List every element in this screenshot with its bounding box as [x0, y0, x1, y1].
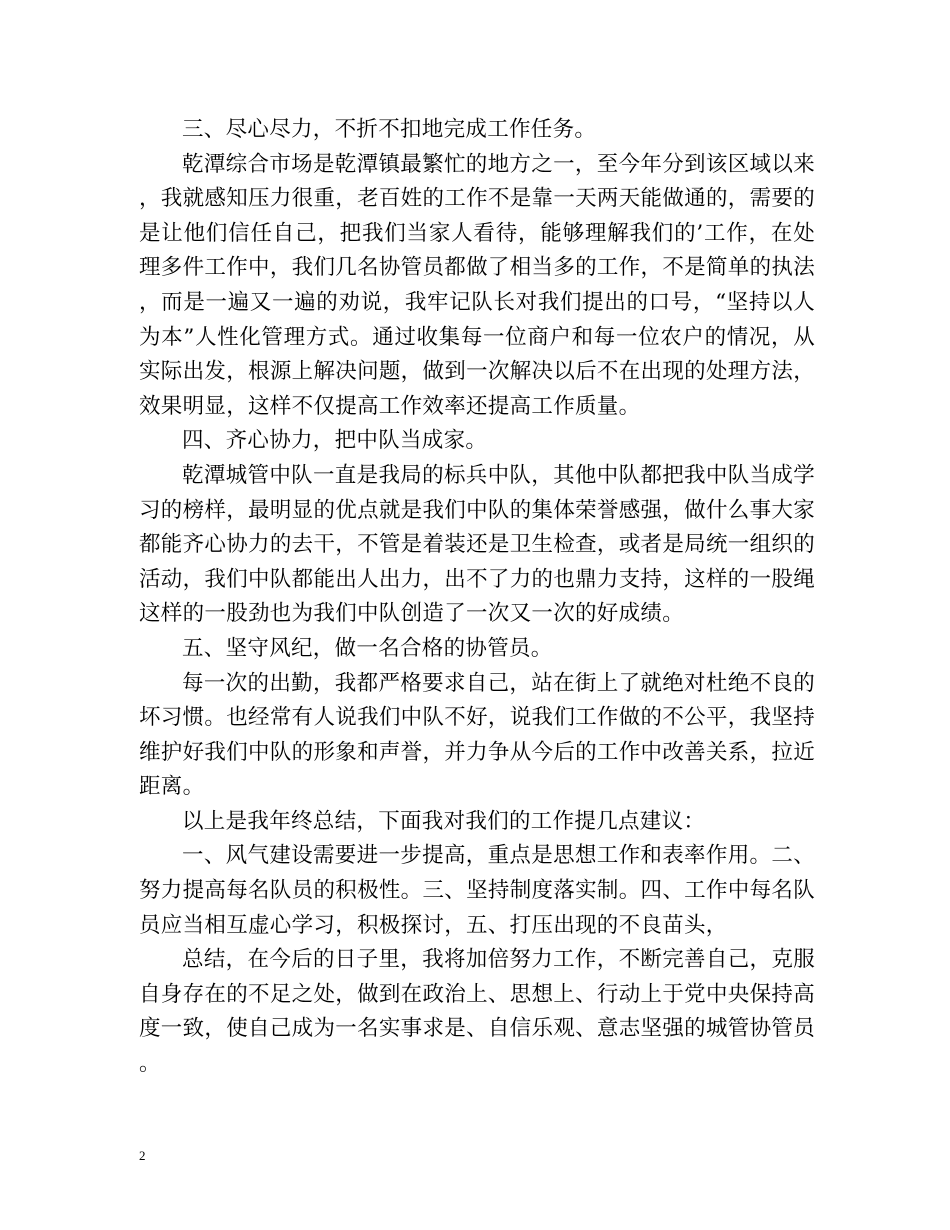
body-paragraph: 乾潭城管中队一直是我局的标兵中队，其他中队都把我中队当成学习的榜样，最明显的优点就是我们中队的集体荣誉感强，做什么事大家都能齐心协力的去干，不管是着装还是卫生检查，或者是局统一组织的活动，我们中队都能出人出力，出不了力的也鼎力支持，这样的一股绳这样的一股劲也为我们中队创造了一次又一次的好成绩。 — [139, 462, 815, 627]
conclusion-paragraph: 总结，在今后的日子里，我将加倍努力工作，不断完善自己，克服自身存在的不足之处，做到在政治上、思想上、行动上于党中央保持高度一致，使自己成为一名实事求是、自信乐观、意志坚强的城管协管员。 — [139, 947, 815, 1077]
body-paragraph: 乾潭综合市场是乾潭镇最繁忙的地方之一，至今年分到该区域以来，我就感知压力很重，老百姓的工作不是靠一天两天能做通的，需要的是让他们信任自己，把我们当家人看待，能够理解我们的’工作，在处理多件工作中，我们几名协管员都做了相当多的工作，不是简单的执法，而是一遍又一遍的劝说，我牢记队长对我们提出的口号，“坚持以人为本”人性化管理方式。通过收集每一位商户和每一位农户的情况，从实际出发，根源上解决问题，做到一次解决以后不在出现的处理方法，效果明显，这样不仅提高工作效率还提高工作质量。 — [139, 151, 815, 419]
page-number: 2 — [139, 1148, 146, 1163]
suggestions-paragraph: 一、风气建设需要进一步提高，重点是思想工作和表率作用。二、努力提高每名队员的积极性。三、坚持制度落实制。四、工作中每名队员应当相互虚心学习，积极探讨，五、打压出现的不良苗头， — [139, 843, 815, 938]
body-paragraph: 每一次的出勤，我都严格要求自己，站在街上了就绝对杜绝不良的坏习惯。也经常有人说我们中队不好，说我们工作做的不公平，我坚持维护好我们中队的形象和声誉，并力争从今后的工作中改善关系，拉近距离。 — [139, 670, 815, 800]
section-heading-5: 五、坚守风纪，做一名合格的协管员。 — [182, 635, 553, 661]
section-heading-3: 三、尽心尽力，不折不扣地完成工作任务。 — [182, 117, 597, 142]
section-heading-4: 四、齐心协力，把中队当成家。 — [182, 428, 488, 454]
summary-intro: 以上是我年终总结，下面我对我们的工作提几点建议： — [182, 808, 706, 834]
document-body — [139, 113, 815, 1082]
